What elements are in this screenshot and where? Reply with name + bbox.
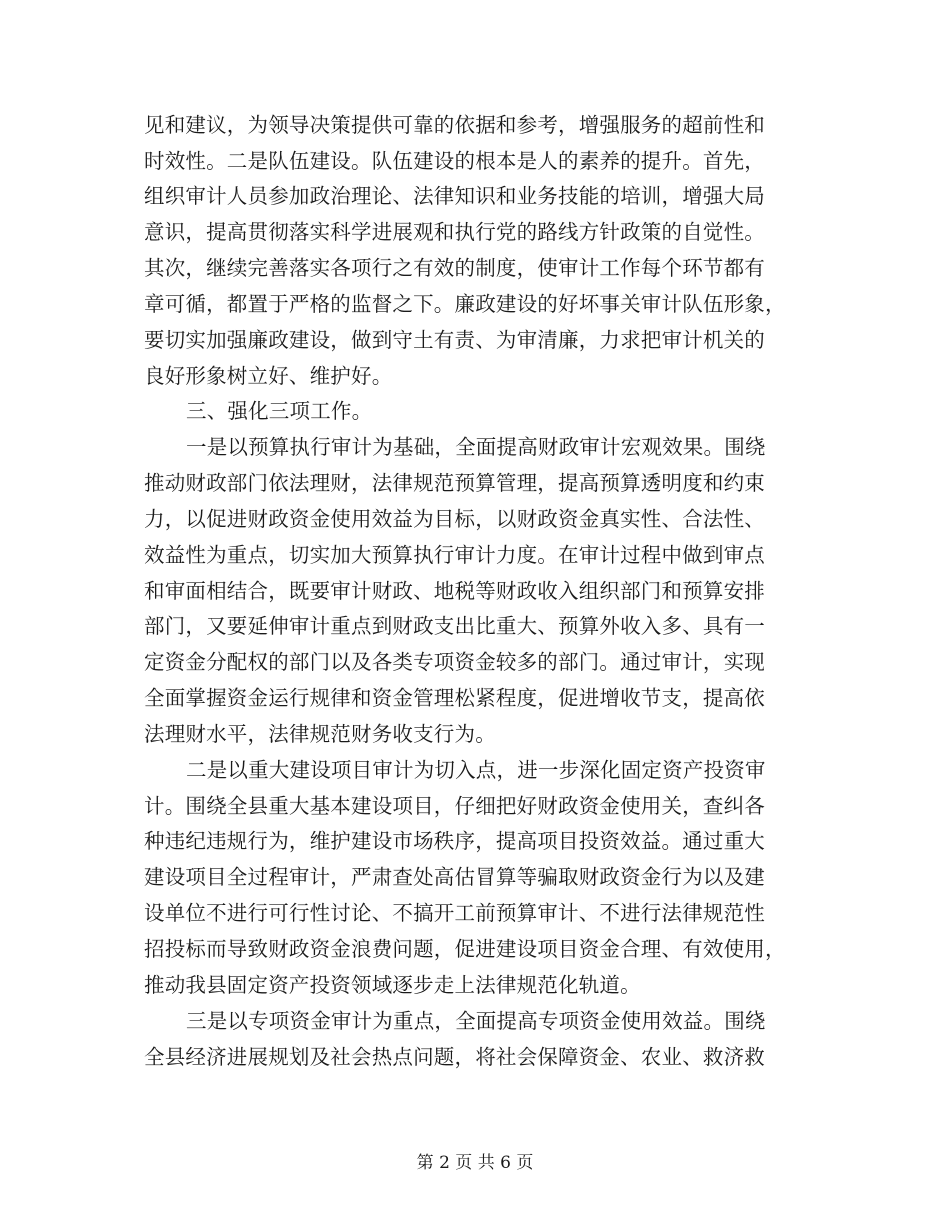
text-line: 效益性为重点，切实加大预算执行审计力度。在审计过程中做到审点 [144,543,765,567]
text-line: 种违纪违规行为，维护建设市场秩序，提高项目投资效益。通过重大 [144,829,765,853]
page-footer: 第 2 页 共 6 页 [416,1153,534,1173]
text-line: 定资金分配权的部门以及各类专项资金较多的部门。通过审计，实现 [144,650,765,674]
text-line: 计。围绕全县重大基本建设项目，仔细把好财政资金使用关，查纠各 [144,794,765,818]
text-line: 招投标而导致财政资金浪费问题，促进建设项目资金合理、有效使用， [144,937,786,961]
text-line: 建设项目全过程审计，严肃查处高估冒算等骗取财政资金行为以及建 [144,865,765,889]
text-line: 法理财水平，法律规范财务收支行为。 [144,722,496,746]
text-line: 推动我县固定资产投资领域逐步走上法律规范化轨道。 [144,973,641,997]
text-line: 时效性。二是队伍建设。队伍建设的根本是人的素养的提升。首先， [144,149,765,173]
text-line: 全面掌握资金运行规律和资金管理松紧程度，促进增收节支，提高依 [144,686,765,710]
text-line: 设单位不进行可行性讨论、不搞开工前预算审计、不进行法律规范性 [144,901,765,925]
text-line: 章可循，都置于严格的监督之下。廉政建设的好坏事关审计队伍形象， [144,292,786,316]
text-line: 其次，继续完善落实各项行之有效的制度，使审计工作每个环节都有 [144,256,765,280]
text-line: 良好形象树立好、维护好。 [144,364,393,388]
text-line: 组织审计人员参加政治理论、法律知识和业务技能的培训，增强大局 [144,184,765,208]
text-line: 全县经济进展规划及社会热点问题，将社会保障资金、农业、救济救 [144,1045,765,1069]
paragraph-first-line: 一是以预算执行审计为基础，全面提高财政审计宏观效果。围绕 [186,435,766,459]
text-line: 要切实加强廉政建设，做到守土有责、为审清廉，力求把审计机关的 [144,328,765,352]
text-line: 见和建议，为领导决策提供可靠的依据和参考，增强服务的超前性和 [144,113,765,137]
paragraph-first-line: 二是以重大建设项目审计为切入点，进一步深化固定资产投资审 [186,758,766,782]
paragraph-first-line: 三是以专项资金审计为重点，全面提高专项资金使用效益。围绕 [186,1009,766,1033]
text-line: 力，以促进财政资金使用效益为目标，以财政资金真实性、合法性、 [144,507,765,531]
text-line: 部门，又要延伸审计重点到财政支出比重大、预算外收入多、具有一 [144,614,765,638]
text-line: 和审面相结合，既要审计财政、地税等财政收入组织部门和预算安排 [144,579,765,603]
text-line: 推动财政部门依法理财，法律规范预算管理，提高预算透明度和约束 [144,471,765,495]
text-line: 意识，提高贯彻落实科学进展观和执行党的路线方针政策的自觉性。 [144,220,765,244]
section-heading: 三、强化三项工作。 [186,399,373,423]
